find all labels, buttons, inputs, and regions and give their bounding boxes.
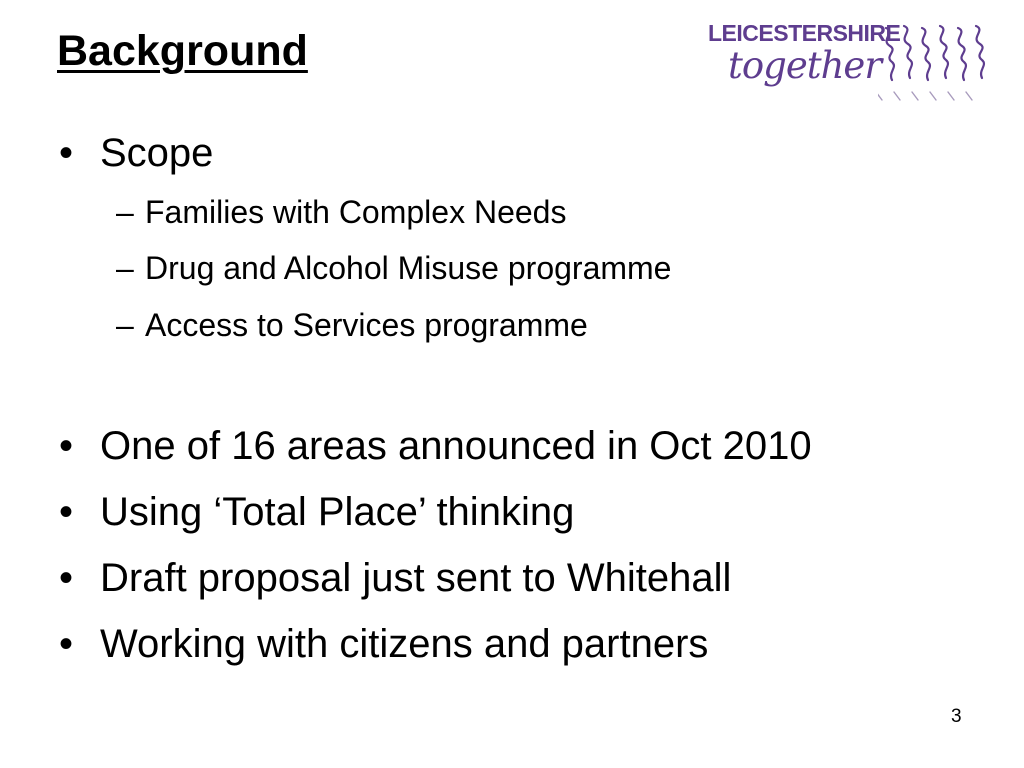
bullet-item — [59, 620, 709, 668]
bullet-dash: – — [116, 307, 134, 343]
logo-script: together — [728, 44, 882, 87]
bullet-item — [59, 129, 214, 177]
sub-bullet-item — [116, 248, 672, 288]
bullet-dot: • — [59, 490, 74, 534]
bullet-text: One of 16 areas announced in Oct 2010 — [100, 424, 812, 468]
page-number: 3 — [951, 706, 962, 727]
bullet-item — [59, 422, 812, 470]
bullet-dot: • — [59, 556, 74, 600]
sub-bullet-item — [116, 192, 567, 232]
figures-icon — [878, 22, 998, 104]
sub-bullet-item — [116, 305, 588, 345]
bullet-dot: • — [59, 131, 74, 175]
bullet-text: Drug and Alcohol Misuse programme — [145, 250, 672, 286]
bullet-text: Working with citizens and partners — [100, 622, 709, 666]
bullet-text: Scope — [100, 131, 214, 175]
bullet-dot: • — [59, 622, 74, 666]
logo-wordmark: LEICESTERSHIRE — [708, 20, 901, 46]
bullet-dash: – — [116, 194, 134, 230]
bullet-dash: – — [116, 250, 134, 286]
slide-title: Background — [57, 27, 308, 75]
bullet-text: Draft proposal just sent to Whitehall — [100, 556, 732, 600]
bullet-item — [59, 488, 575, 536]
bullet-item — [59, 554, 732, 602]
bullet-text: Families with Complex Needs — [145, 194, 567, 230]
leicestershire-together-logo — [700, 12, 1000, 100]
bullet-text: Using ‘Total Place’ thinking — [100, 490, 575, 534]
bullet-text: Access to Services programme — [145, 307, 588, 343]
bullet-dot: • — [59, 424, 74, 468]
